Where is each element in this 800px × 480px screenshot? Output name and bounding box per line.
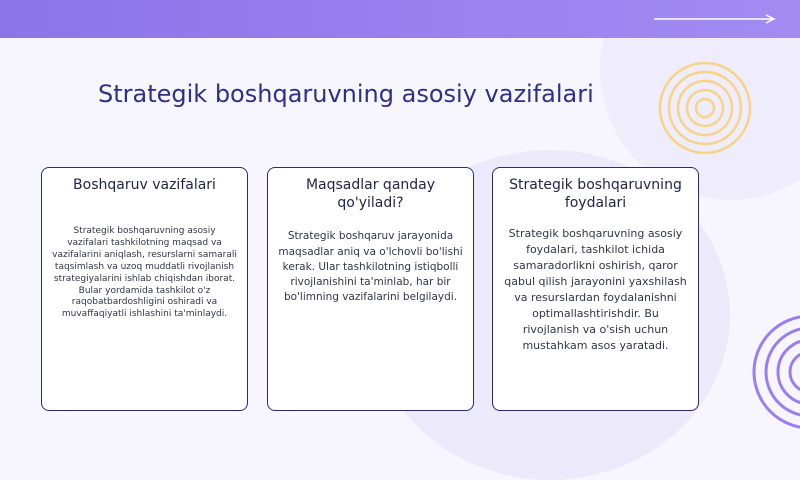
concentric-circles-decoration (655, 58, 755, 158)
slide-title: Strategik boshqaruvning asosiy vazifalari (98, 80, 594, 108)
card-body: Strategik boshqaruv jarayonida maqsadlar aniq va o'lchovli bo'lishi kerak. Ular tashkilotning istiqbolli rivojlanishini ta'minlab, har bir bo'limning vazifalarini belgilaydi. (278, 230, 463, 304)
arrow-right-icon (654, 11, 778, 27)
card-body: Strategik boshqaruvning asosiy vazifalari tashkilotning maqsad va vazifalarini aniqlash, resurslarni samarali taqsimlash va uzoq muddatli rivojlanish strategiyalarini ishlab chiqishdan iborat. Bular yordamida tashkilot o'z raqobatbardoshligini oshiradi va muvaffaqiyatli ishlashini ta'minlaydi. (52, 226, 237, 320)
card-title: Strategik boshqaruvning foydalari (509, 177, 682, 212)
card-body: Strategik boshqaruvning asosiy foydalari, tashkilot ichida samaradorlikni oshirish, qaror qabul qilish jarayonini yaxshilash va resurslardan foydalanishni optimallashtirishdir. Bu rivojlanish va o'sish uchun mustahkam asos yaratadi. (504, 227, 687, 352)
card-title: Maqsadlar qanday qo'yiladi? (305, 177, 436, 212)
concentric-circles-decoration (738, 312, 800, 432)
top-banner (0, 0, 800, 38)
card-title: Boshqaruv vazifalari (73, 177, 216, 193)
card-benefits (492, 167, 699, 411)
card-goal-setting (267, 167, 474, 411)
card-management-tasks (41, 167, 248, 411)
